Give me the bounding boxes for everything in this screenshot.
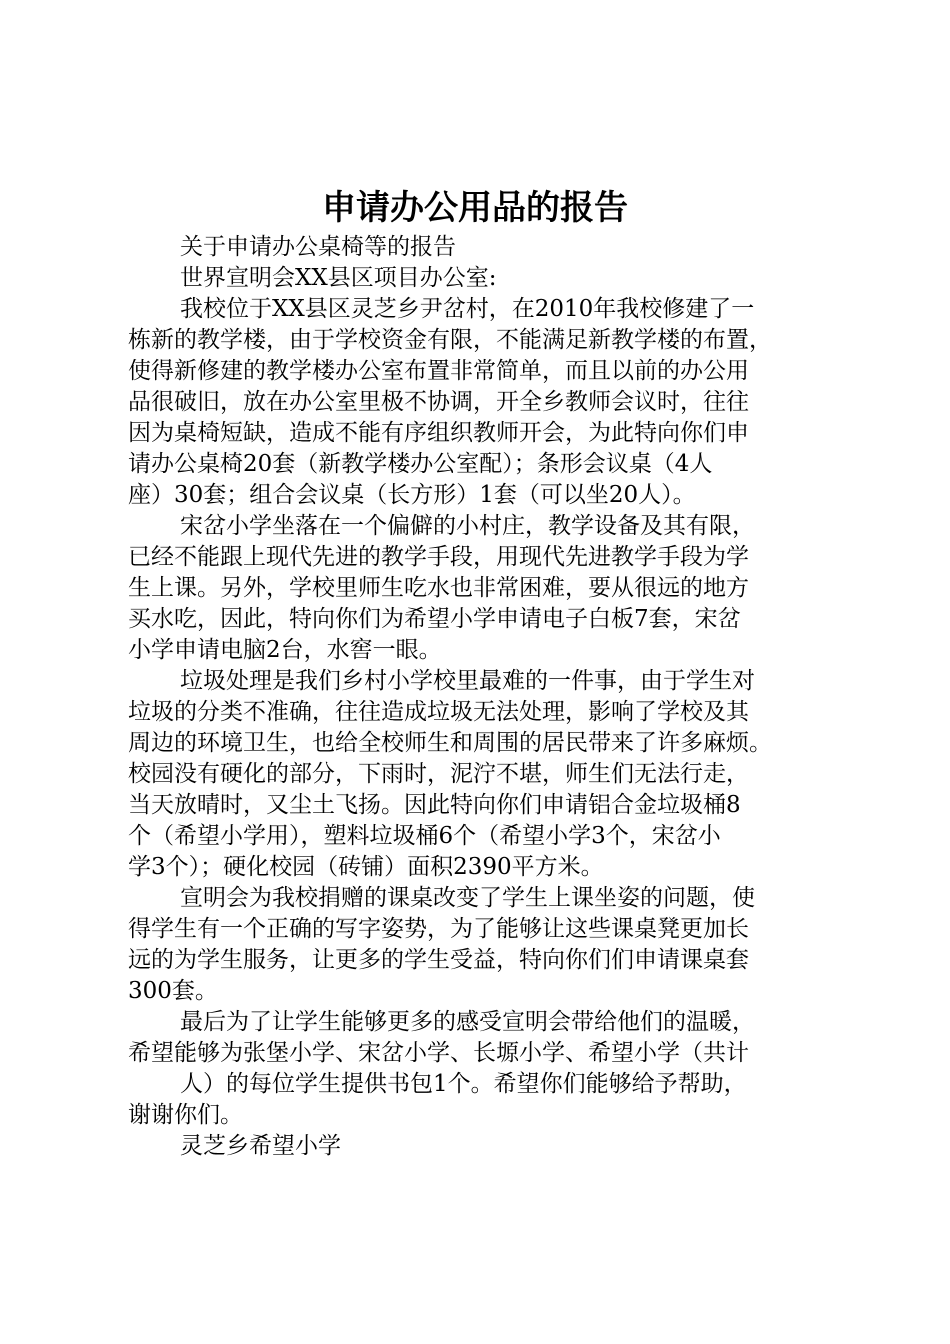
body-line: 品很破旧，放在办公室里极不协调，开全乡教师会议时，往往: [128, 389, 749, 415]
body-line: 座）30套；组合会议桌（长方形）1套（可以坐20人）。: [128, 482, 696, 508]
body-line: 最后为了让学生能够更多的感受宣明会带给他们的温暖，: [180, 1009, 755, 1035]
body-line: 校园没有硬化的部分，下雨时，泥泞不堪，师生们无法行走，: [128, 761, 749, 787]
body-line: 人）的每位学生提供书包1个。希望你们能够给予帮助，: [180, 1071, 747, 1097]
body-line: 已经不能跟上现代先进的教学手段，用现代先进教学手段为学: [128, 544, 749, 570]
body-line: 我校位于XX县区灵芝乡尹岔村，在2010年我校修建了一: [180, 296, 755, 322]
body-line: 请办公桌椅20套（新教学楼办公室配）；条形会议桌（4人: [128, 451, 713, 477]
document-body: [128, 232, 828, 1162]
body-line: 300套。: [128, 978, 218, 1004]
document-title: 申请办公用品的报告: [322, 188, 628, 228]
body-line: 因为桌椅短缺，造成不能有序组织教师开会，为此特向你们申: [128, 420, 749, 446]
body-line: 学3个）；硬化校园（砖铺）面积2390平方米。: [128, 854, 604, 880]
body-line: 世界宣明会XX县区项目办公室:: [180, 265, 497, 291]
body-line: 栋新的教学楼，由于学校资金有限，不能满足新教学楼的布置，: [128, 327, 772, 353]
body-line: 希望能够为张堡小学、宋岔小学、长塬小学、希望小学（共计: [128, 1040, 749, 1066]
body-line: 生上课。另外，学校里师生吃水也非常困难，要从很远的地方: [128, 575, 749, 601]
body-line: 灵芝乡希望小学: [180, 1133, 341, 1159]
body-line: 垃圾处理是我们乡村小学校里最难的一件事，由于学生对: [180, 668, 755, 694]
body-line: 关于申请办公桌椅等的报告: [180, 234, 456, 260]
body-line: 远的为学生服务，让更多的学生受益，特向你们们申请课桌套: [128, 947, 749, 973]
body-line: 谢谢你们。: [128, 1102, 243, 1128]
body-line: 垃圾的分类不准确，往往造成垃圾无法处理，影响了学校及其: [128, 699, 749, 725]
body-line: 买水吃，因此，特向你们为希望小学申请电子白板7套，宋岔: [128, 606, 741, 632]
body-line: 个（希望小学用），塑料垃圾桶6个（希望小学3个，宋岔小: [128, 823, 721, 849]
body-line: 宋岔小学坐落在一个偏僻的小村庄，教学设备及其有限，: [180, 513, 755, 539]
body-line: 当天放晴时，又尘土飞扬。因此特向你们申请铝合金垃圾桶8: [128, 792, 741, 818]
body-line: 小学申请电脑2台，水窖一眼。: [128, 637, 442, 663]
body-line: 周边的环境卫生，也给全校师生和周围的居民带来了许多麻烦。: [128, 730, 772, 756]
body-line: 宣明会为我校捐赠的课桌改变了学生上课坐姿的问题，使: [180, 885, 755, 911]
body-line: 使得新修建的教学楼办公室布置非常简单，而且以前的办公用: [128, 358, 749, 384]
body-line: 得学生有一个正确的写字姿势，为了能够让这些课桌凳更加长: [128, 916, 749, 942]
